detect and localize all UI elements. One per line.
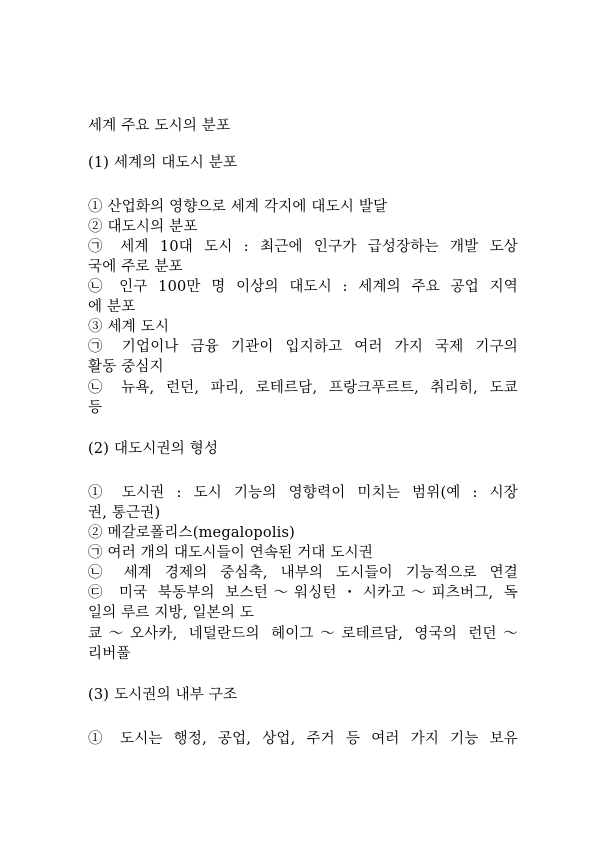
section-2-line: 권, 통근권)	[88, 505, 161, 521]
section-2-heading: (2) 대도시권의 형성	[88, 441, 219, 457]
section-1-line: ㉡ 뉴욕, 런던, 파리, 로테르담, 프랑크푸르트, 취리히, 도쿄	[88, 380, 518, 396]
section-1-line: 국에 주로 분포	[88, 259, 183, 275]
section-2-line: 쿄～오사카, 네덜란드의 헤이그～로테르담, 영국의 런던～	[88, 626, 518, 642]
section-2-line: ㉢ 미국 북동부의 보스턴～워싱턴・시카고～피츠버그, 독	[88, 585, 518, 601]
section-1-line: ㉠ 기업이나 금융 기관이 입지하고 여러 가지 국제 기구의	[88, 339, 518, 355]
section-1-heading: (1) 세계의 대도시 분포	[88, 155, 238, 171]
section-1-line: 활동 중심지	[88, 359, 164, 375]
section-3-heading: (3) 도시권의 내부 구조	[88, 687, 238, 703]
section-2-line: 일의 루르 지방, 일본의 도	[88, 605, 255, 621]
section-1-line: 등	[88, 400, 103, 416]
section-2-line: ② 메갈로폴리스(megalopolis)	[88, 525, 296, 541]
section-1-line: ① 산업화의 영향으로 세계 각지에 대도시 발달	[88, 199, 388, 215]
section-1-line: ③ 세계 도시	[88, 319, 170, 335]
section-1-line: 에 분포	[88, 299, 136, 315]
section-2-line: ㉡ 세계 경제의 중심축, 내부의 도시들이 기능적으로 연결	[88, 565, 518, 581]
section-3-line: ① 도시는 행정, 공업, 상업, 주거 등 여러 가지 기능 보유	[88, 731, 518, 747]
section-2-line: ① 도시권 : 도시 기능의 영향력이 미치는 범위(예 : 시장	[88, 485, 518, 501]
section-1-line: ② 대도시의 분포	[88, 219, 198, 235]
section-2-line: ㉠ 여러 개의 대도시들이 연속된 거대 도시권	[88, 545, 374, 561]
section-1-line: ㉡ 인구 100만 명 이상의 대도시 : 세계의 주요 공업 지역	[88, 279, 518, 295]
document-title: 세계 주요 도시의 분포	[88, 118, 231, 134]
section-2-line: 리버풀	[88, 646, 131, 662]
section-1-line: ㉠ 세계 10대 도시 : 최근에 인구가 급성장하는 개발 도상	[88, 239, 518, 255]
